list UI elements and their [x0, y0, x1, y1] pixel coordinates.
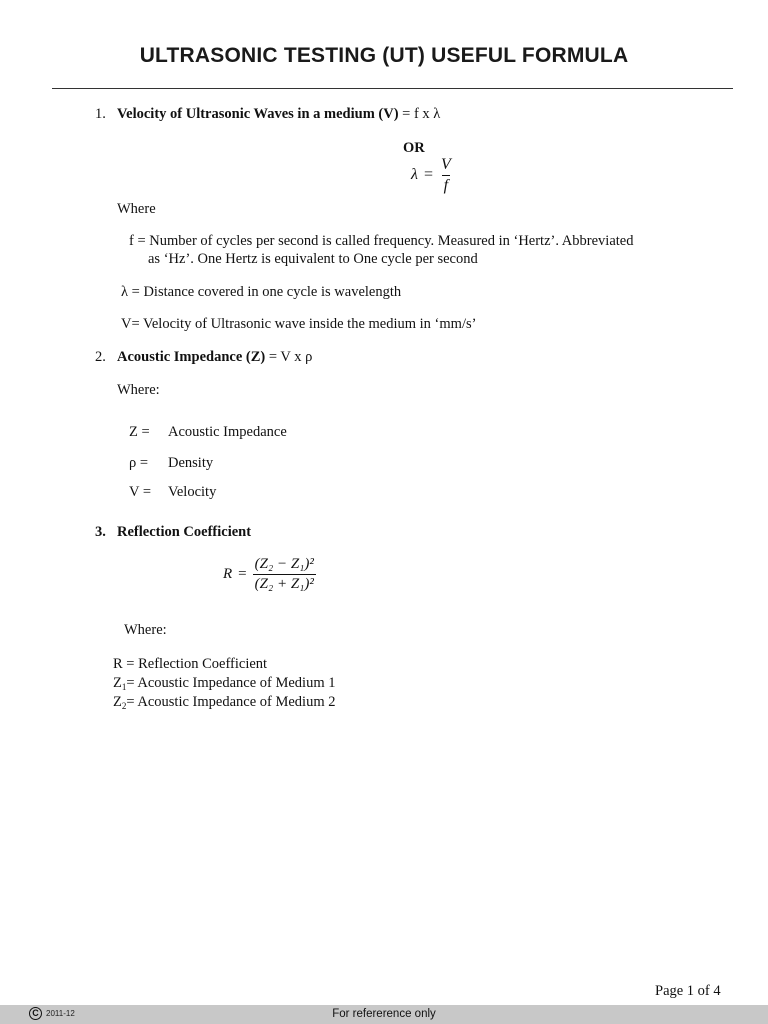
def-z2-subscript: 2	[121, 701, 127, 711]
item-2-def-v-symbol: V =	[129, 484, 152, 500]
eq-r-numerator: (Z₂ − Z₁)²	[254, 556, 314, 572]
eq-equals: =	[423, 166, 433, 184]
item-2-heading: Acoustic Impedance (Z)	[117, 349, 266, 365]
footer-note: For refererence only	[332, 1008, 436, 1020]
item-2-number: 2.	[95, 349, 106, 365]
eq-r-fraction	[253, 556, 316, 592]
title-divider	[52, 88, 733, 89]
def-z1-symbol: Z	[113, 675, 122, 691]
item-3-def-z1	[113, 675, 335, 692]
eq-r-denominator: (Z₂ + Z₁)²	[254, 575, 314, 592]
item-2-def-rho-meaning: Density	[168, 455, 214, 471]
item-2-def-z-symbol: Z =	[129, 424, 150, 440]
eq-numerator: V	[440, 156, 451, 173]
item-1-or-label: OR	[403, 140, 425, 156]
item-1-number: 1.	[95, 106, 106, 122]
footer-year: 2011-12	[46, 1009, 75, 1018]
item-1-heading: Velocity of Ultrasonic Waves in a medium (V)	[117, 106, 399, 122]
def-z2-symbol: Z	[113, 694, 122, 710]
copyright-icon: C	[29, 1007, 42, 1020]
item-1-line	[117, 106, 440, 123]
item-3-def-z2	[113, 694, 335, 711]
eq-r-equals: =	[238, 565, 247, 582]
item-1-wavelength-equation	[411, 156, 453, 194]
def-z1-subscript: 1	[121, 682, 127, 692]
item-1-def-v: V= Velocity of Ultrasonic wave inside the medium in ‘mm/s’	[121, 316, 477, 332]
eq-denominator: f	[443, 176, 449, 194]
eq-lambda: λ	[411, 166, 418, 184]
eq-fraction	[439, 156, 453, 194]
item-1-formula: = f x λ	[402, 106, 441, 122]
def-z2-text: = Acoustic Impedance of Medium 2	[126, 694, 336, 710]
page-number: Page 1 of 4	[655, 983, 721, 999]
def-z1-text: = Acoustic Impedance of Medium 1	[126, 675, 336, 691]
item-2-def-z-meaning: Acoustic Impedance	[168, 424, 287, 440]
item-1-where-label: Where	[117, 201, 156, 217]
item-1-def-f-line1: f = Number of cycles per second is called frequency. Measured in ‘Hertz’. Abbreviated	[129, 233, 634, 249]
item-3-heading: Reflection Coefficient	[117, 524, 252, 540]
item-1-def-lambda: λ = Distance covered in one cycle is wavelength	[121, 284, 402, 300]
item-3-def-r: R = Reflection Coefficient	[113, 656, 268, 672]
item-3-where-label: Where:	[124, 622, 167, 638]
eq-r-lhs: R	[223, 565, 233, 582]
item-2-formula: = V x ρ	[268, 349, 313, 365]
footer-bar	[0, 1005, 768, 1024]
item-3-reflection-equation	[223, 556, 316, 592]
page-title: ULTRASONIC TESTING (UT) USEFUL FORMULA	[139, 44, 629, 67]
item-2-def-v-meaning: Velocity	[168, 484, 217, 500]
item-3-number: 3.	[95, 524, 106, 540]
item-2-line	[117, 349, 312, 366]
item-2-where-label: Where:	[117, 382, 160, 398]
item-2-def-rho-symbol: ρ =	[129, 455, 149, 471]
item-1-def-f-line2: as ‘Hz’. One Hertz is equivalent to One cycle per second	[148, 251, 478, 267]
